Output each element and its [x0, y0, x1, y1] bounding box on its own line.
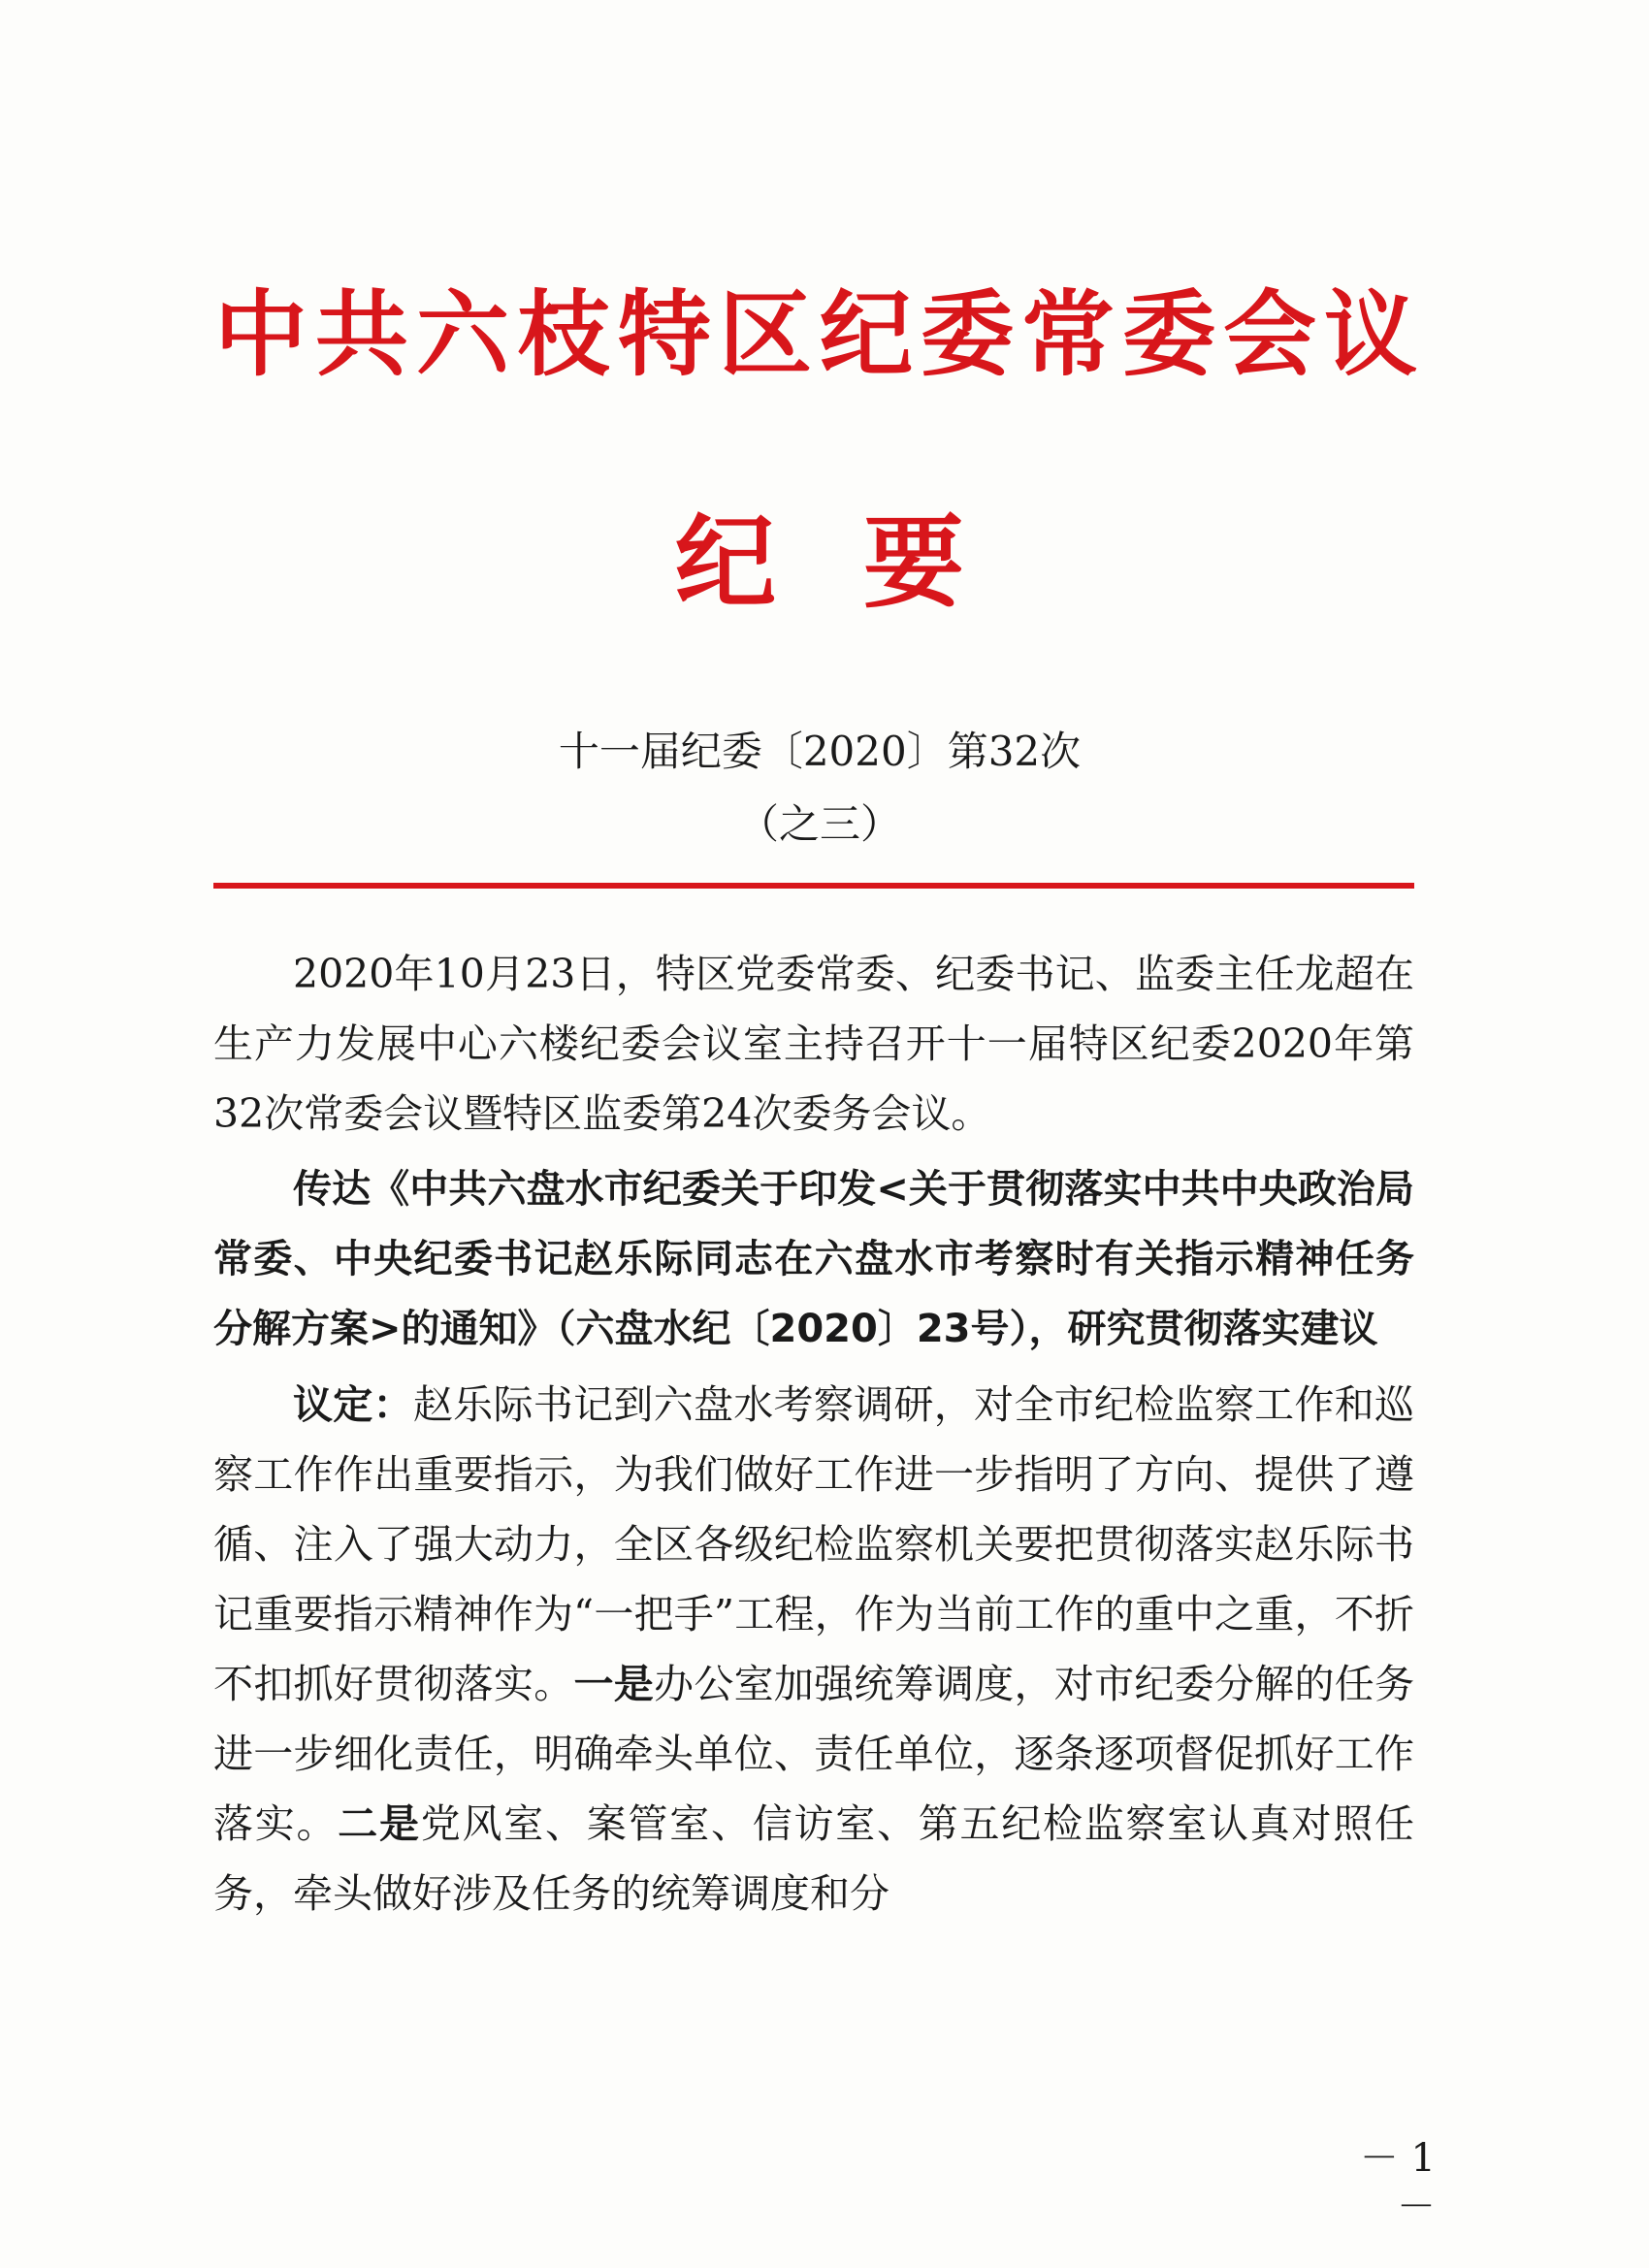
document-part: （之三）	[737, 800, 901, 848]
decision-label: 议定：	[293, 1381, 413, 1428]
document-body	[213, 939, 1414, 1934]
item-one-text: 办公室加强统筹调度，对市纪委分解的任务进一步细化责任，明确牵头单位、责任单位，逐条逐项督促抓好工作落实。	[213, 1661, 1415, 1847]
red-separator-line	[213, 883, 1414, 889]
decision-text: 赵乐际书记到六盘水考察调研，对全市纪检监察工作和巡察工作作出重要指示，为我们做好工作进一步指明了方向、提供了遵循、注入了强大动力，全区各级纪检监察机关要把贯彻落实赵乐际书记重要指示精神作为“一把手”工程，作为当前工作的重中之重，不折不扣抓好贯彻落实。	[213, 1381, 1414, 1707]
page-number: － 1 －	[1359, 2136, 1436, 2229]
document-header-title: 中共六枝特区纪委常委会议	[214, 280, 1425, 389]
item-two-label: 二是	[338, 1800, 421, 1847]
item-one-label: 一是	[573, 1661, 655, 1707]
meeting-intro-paragraph: 2020年10月23日，特区党委常委、纪委书记、监委主任龙超在生产力发展中心六楼纪委会议室主持召开十一届特区纪委2020年第32次常委会议暨特区监委第24次委务会议。	[213, 951, 1414, 1137]
item-two-text: 党风室、案管室、信访室、第五纪检监察室认真对照任务，牵头做好涉及任务的统筹调度和分	[213, 1800, 1414, 1917]
decision-paragraph	[213, 1370, 1414, 1928]
document-number: 十一届纪委〔2020〕第32次	[558, 728, 1082, 775]
agenda-item-heading: 传达《中共六盘水市纪委关于印发<关于贯彻落实中共中央政治局常委、中央纪委书记赵乐际同志在六盘水市考察时有关指示精神任务分解方案>的通知》（六盘水纪〔2020〕23号），研究贯彻落实建议	[213, 1167, 1414, 1351]
document-header-subtitle: 纪要	[674, 503, 1051, 622]
